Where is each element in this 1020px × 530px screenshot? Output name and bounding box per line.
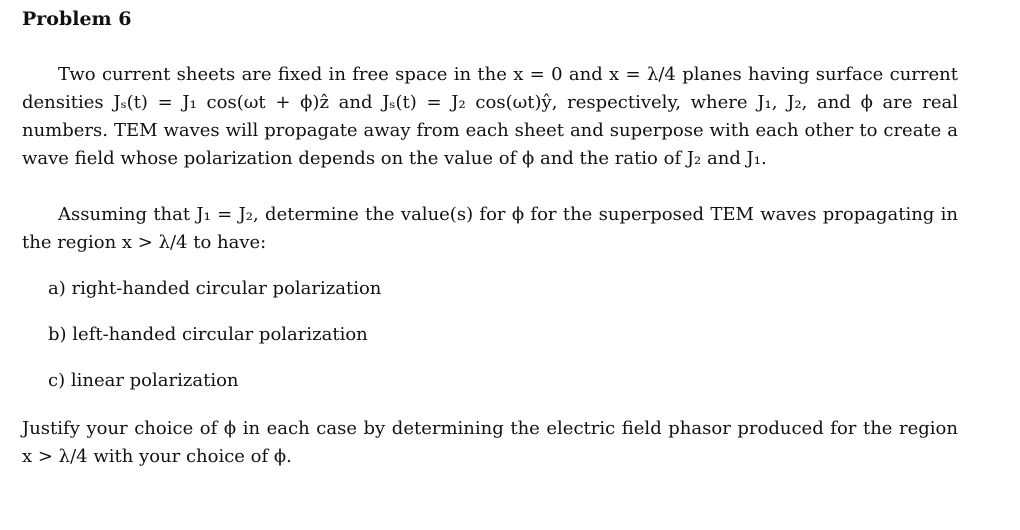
list-item-label: b) [48,324,67,345]
list-item-text: left-handed circular polarization [72,324,368,345]
list-item-a [48,275,381,303]
problem-statement-paragraph: Two current sheets are fixed in free space in the x = 0 and x = λ/4 planes having surface current densities Jₛ(t) = J₁ cos(ωt + ϕ)ẑ and Jₛ(t) = J₂ cos(ωt)ŷ, respectively, where J₁, J₂, and ϕ are real numbers. TEM waves will propagate away from each sheet and superpose with each other to create a wave field whose polarization depends on the value of ϕ and the ratio of J₂ and J₁. [22,64,958,169]
justification-paragraph: Justify your choice of ϕ in each case by determining the electric field phasor produced for the region x > λ/4 with your choice of ϕ. [22,418,958,467]
problem-title: Problem 6 [22,8,132,30]
list-item-label: c) [48,370,66,391]
list-item-c [48,367,239,395]
list-item-text: right-handed circular polarization [71,278,382,299]
list-item-label: a) [48,278,66,299]
list-item-b [48,321,368,349]
list-item-text: linear polarization [70,370,239,391]
assumption-paragraph: Assuming that J₁ = J₂, determine the value(s) for ϕ for the superposed TEM waves propagating in the region x > λ/4 to have: [22,204,958,253]
